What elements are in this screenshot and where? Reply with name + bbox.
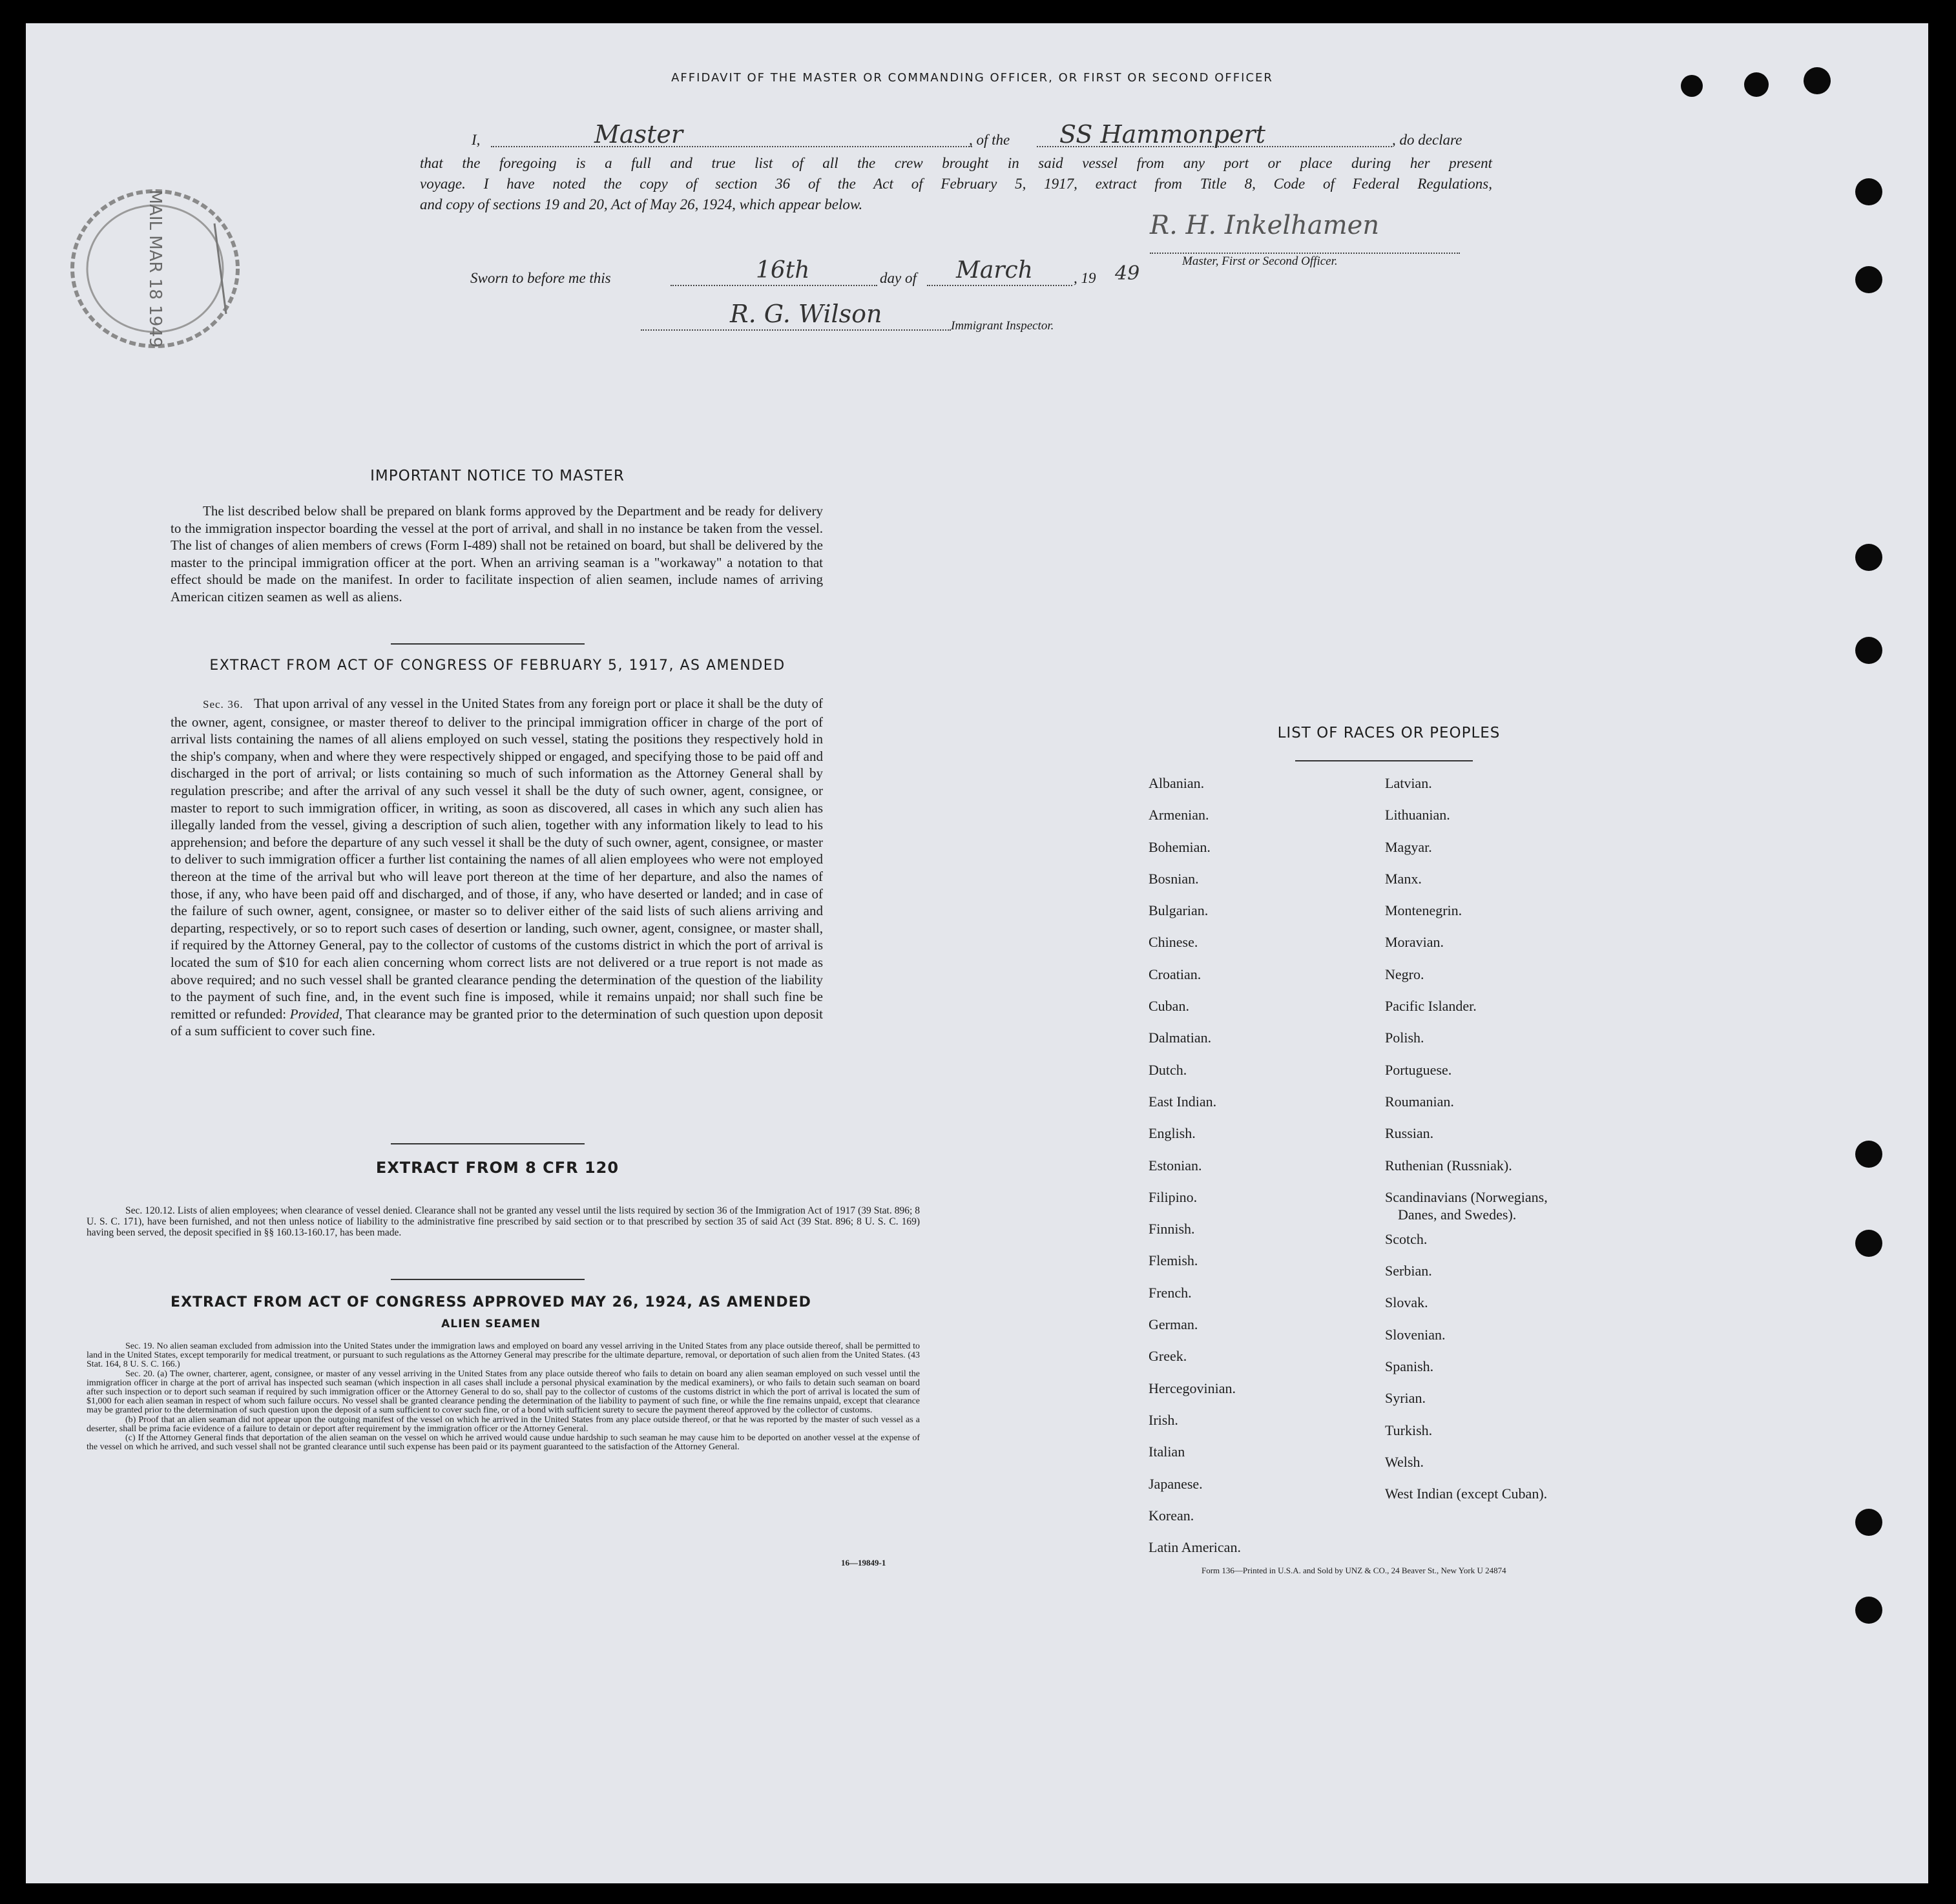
form-code: 16—19849-1 [841, 1558, 886, 1568]
races-underline [1295, 760, 1473, 761]
race-item-scandinavians [1385, 1181, 1548, 1223]
race-item: Welsh. [1385, 1453, 1424, 1470]
race-item: Latvian. [1385, 775, 1432, 791]
race-item: Turkish. [1385, 1422, 1433, 1438]
sec-19-text: Sec. 19. No alien seaman excluded from admission into the United States under the immigration laws and employed on board any vessel arriving in the United States from any place outside thereof, shall be permitted to land in the United States, except temporarily for medical treatment, or pursuant to such regulations as the Attorney General may prescribe for the ultimate departure, removal, or deportation of such alien from the United States. (43 Stat. 164, 8 U. S. C. 166.) [87, 1341, 920, 1370]
sec-20b-text: (b) Proof that an alien seaman did not appear upon the outgoing manifest of the vessel on which he arrived in the United States from any place outside thereof, or that he was reported by the master of such vessel as a deserter, shall be prima facie evidence of a failure to detain or deport after requirement by the immigration officer or the Attorney General. [87, 1414, 920, 1434]
sworn-month-handwritten: March [956, 257, 1033, 284]
divider-1 [391, 643, 585, 645]
race-item: Croatian. [1149, 966, 1202, 982]
race-item: French. [1149, 1284, 1192, 1301]
race-item: Portuguese. [1385, 1061, 1452, 1078]
race-item: Irish. [1149, 1411, 1178, 1428]
race-item: English. [1149, 1125, 1196, 1142]
race-item: Montenegrin. [1385, 902, 1462, 919]
race-item: Latin American. [1149, 1539, 1241, 1556]
race-item: Scandinavians (Norwegians, [1385, 1188, 1548, 1205]
sec-36-label: Sec. 36. [203, 698, 244, 710]
races-title: LIST OF RACES OR PEOPLES [1277, 725, 1501, 741]
race-item: Flemish. [1149, 1252, 1198, 1269]
race-item: Filipino. [1149, 1188, 1198, 1205]
inspector-line [641, 329, 951, 331]
race-item: West Indian (except Cuban). [1385, 1485, 1548, 1502]
race-item: Dalmatian. [1149, 1030, 1212, 1046]
of-the-label: , of the [969, 132, 1010, 148]
document-page [26, 23, 1928, 1883]
punch-hole-icon [1681, 75, 1703, 97]
race-item: Chinese. [1149, 934, 1198, 951]
punch-hole-icon [1855, 178, 1882, 205]
race-item: Polish. [1385, 1030, 1424, 1046]
declare-label: , do declare [1392, 132, 1462, 148]
race-item: Slovak. [1385, 1294, 1428, 1311]
race-item: Bulgarian. [1149, 902, 1209, 919]
race-item: Dutch. [1149, 1061, 1187, 1078]
sec-36-text: That upon arrival of any vessel in the United States from any foreign port or place it shall be the duty of the owner, agent, consignee, or master thereof to deliver to the principal immigration officer in charge of the port of arrival lists containing the names of all aliens employed on such vessel, stating the positions they respectively hold in the ship's company, when and where they were respectively shipped or engaged, and specifying those to be paid off and discharged in the port of arrival; or lists containing so much of such information as the Attorney General shall by regulation prescribe; and after the arrival of any such vessel it shall be the duty of such owner, agent, consignee, or master to report to such immigration officer, in writing, as soon as discovered, all cases in which any such alien has illegally landed from the vessel, giving a description of such alien, together with any information likely to lead to his apprehension; and before the departure of any such vessel it shall be the duty of such owner, agent, consignee, or master to deliver to such immigration officer a further list containing the names of all alien employees who were not employed thereon at the time of the arrival but who will leave port thereon at the time of her departure, and also the names of those, if any, who have been paid off and discharged, and of those, if any, who have deserted or landed; and in case of the failure of such owner, agent, consignee, or master so to deliver either of the said lists of such aliens arriving and departing, respectively, or so to report such cases of desertion or landing, such owner, agent, consignee, or master shall, if required by the Attorney General, pay to the collector of customs of the customs district in which the port of arrival is located the sum of $10 for each alien concerning whom correct lists are not delivered or a true report is not made as above required; and no such vessel shall be granted clearance pending the determination of the question of the liability to the payment of such fine, and, in the event such fine is imposed, while it remains unpaid; nor shall such fine be remitted or refunded: [171, 696, 824, 1022]
extract-1924-body [87, 1342, 920, 1452]
stamp-text: MAIL MAR 18 1949 [145, 189, 165, 348]
affidavit-line-4: and copy of sections 19 and 20, Act of May 26, 1924, which appear below. [420, 196, 863, 212]
vessel-handwritten: SS Hammonpert [1059, 120, 1265, 149]
inspector-caption: Immigrant Inspector. [951, 319, 1054, 333]
divider-2 [391, 1143, 585, 1144]
affidavit-title: AFFIDAVIT OF THE MASTER OR COMMANDING OFFICER, OR FIRST OR SECOND OFFICER [671, 71, 1273, 85]
cfr-title: EXTRACT FROM 8 CFR 120 [375, 1159, 619, 1177]
punch-hole-icon [1855, 266, 1882, 293]
divider-3 [391, 1279, 585, 1280]
day-of-label: day of [880, 270, 917, 286]
race-item: Finnish. [1149, 1221, 1195, 1237]
race-item: Italian [1149, 1444, 1185, 1460]
cfr-body: Sec. 120.12. Lists of alien employees; when clearance of vessel denied. Clearance shall not be granted any vessel until the lists required by section 36 of the Immigration Act of 1917 (39 Stat. 896; 8 U. S. C. 171), have been furnished, and not then unless notice of liability to the administrative fine prescribed by said section or to that prescribed by section 35 of said Act (39 Stat. 896; 8 U. S. C. 169) having been served, the deposit specified in §§ 160.13-160.17, has been made. [87, 1205, 920, 1238]
notice-body: The list described below shall be prepared on blank forms approved by the Department and be ready for delivery to the immigration inspector boarding the vessel at the port of arrival, and shall in no instance be taken from the vessel. The list of changes of alien members of crews (Form I-489) shall not be retained on board, but shall be delivered by the master to the principal immigration officer at the port. When an arriving seaman is a "workaway" a notation to that effect should be made on the manifest. In order to facilitate inspection of alien seamen, include names of arriving American citizen seamen as well as aliens. [171, 503, 823, 605]
affidavit-line-2: that the foregoing is a full and true list of all the crew brought in said vessel from any port or place during her present [420, 155, 1492, 171]
race-item: Spanish. [1385, 1358, 1434, 1375]
master-signature: R. H. Inkelhamen [1150, 211, 1380, 240]
race-item: Estonian. [1149, 1157, 1202, 1174]
printer-footer: Form 136—Printed in U.S.A. and Sold by UNZ & CO., 24 Beaver St., New York U 24874 [1202, 1566, 1506, 1575]
year-handwritten: 49 [1115, 262, 1140, 285]
race-item: Hercegovinian. [1149, 1380, 1236, 1396]
sworn-day-handwritten: 16th [756, 257, 810, 284]
race-item: Greek. [1149, 1348, 1187, 1365]
race-item: Lithuanian. [1385, 807, 1450, 823]
affidavit-line-3: voyage. I have noted the copy of section 36 of the Act of February 5, 1917, extract from Title 8, Code of Federal Regulations, [420, 176, 1492, 192]
sworn-label: Sworn to before me this [470, 270, 611, 286]
alien-seamen-subtitle: ALIEN SEAMEN [441, 1318, 541, 1330]
race-item: Russian. [1385, 1125, 1434, 1142]
race-item: Korean. [1149, 1507, 1194, 1524]
race-item: Cuban. [1149, 998, 1189, 1015]
race-item-continuation: Danes, and Swedes). [1398, 1206, 1517, 1223]
provided-word: Provided, [289, 1006, 343, 1022]
races-column-2 [1385, 767, 1548, 1510]
year-prefix: , 19 [1074, 270, 1096, 286]
race-item: German. [1149, 1316, 1198, 1333]
sec-20c-text: (c) If the Attorney General finds that deportation of the alien seaman on the vessel on which he arrived would cause undue hardship to such seaman he may cause him to be deported on another vessel at the expense of the vessel on which he arrived, and such vessel shall not be granted clearance until such expense has been paid or its payment guaranteed to the satisfaction of the Attorney General. [87, 1433, 920, 1453]
punch-hole-icon [1855, 544, 1882, 571]
race-item: Ruthenian (Russniak). [1385, 1157, 1512, 1174]
sec-20a-text: Sec. 20. (a) The owner, charterer, agent, consignee, or master of any vessel arriving in the United States from any place outside thereof who fails to detain on board any alien seaman employed on such vessel until the immigration officer in charge at the port of arrival has inspected such seaman (which inspection in all cases shall include a personal physical examination by the medical examiners), or who fails to detain such seaman on board after such inspection or to deport such seaman if required by such immigration officer or the Attorney General to do so, shall pay to the collector of customs of the customs district in which the port of arrival is located the sum of $1,000 for each alien seaman in respect of whom such failure occurs. No vessel shall be granted clearance pending the determination of the liability to payment of such fine, or while the fine remains unpaid, except that clearance may be granted prior to the determination of such question upon the deposit of a sum sufficient to cover such fine, or of a bond with sufficient surety to secure the payment thereof approved by the collector of customs. [87, 1369, 920, 1416]
race-item: Moravian. [1385, 934, 1444, 951]
race-item: Pacific Islander. [1385, 998, 1477, 1015]
extract-1917-title: EXTRACT FROM ACT OF CONGRESS OF FEBRUARY 5, 1917, AS AMENDED [209, 657, 786, 674]
inspector-signature: R. G. Wilson [730, 300, 882, 328]
race-item: Albanian. [1149, 775, 1205, 791]
race-item: Roumanian. [1385, 1093, 1454, 1110]
signature-caption: Master, First or Second Officer. [1182, 254, 1338, 268]
race-item: Bosnian. [1149, 870, 1199, 887]
punch-hole-icon [1804, 67, 1831, 94]
name-line [491, 146, 972, 147]
race-item: East Indian. [1149, 1093, 1217, 1110]
race-item: Japanese. [1149, 1475, 1203, 1492]
race-item: Magyar. [1385, 838, 1432, 855]
sec-36-tail: That clearance may be granted prior to the determination of such question upon deposit of a sum sufficient to cover such fine. [171, 1006, 824, 1039]
races-column-1 [1149, 767, 1241, 1563]
race-item: Syrian. [1385, 1390, 1426, 1407]
punch-hole-icon [1855, 637, 1882, 664]
punch-hole-icon [1744, 72, 1769, 97]
punch-hole-icon [1855, 1597, 1882, 1624]
affidavit-i-label: I, [472, 132, 481, 148]
extract-1917-body [171, 695, 823, 1040]
extract-1924-title: EXTRACT FROM ACT OF CONGRESS APPROVED MAY 26, 1924, AS AMENDED [171, 1294, 811, 1310]
race-item: Manx. [1385, 870, 1422, 887]
sworn-month-line [927, 285, 1072, 286]
punch-hole-icon [1855, 1141, 1882, 1168]
punch-hole-icon [1855, 1509, 1882, 1536]
race-item: Serbian. [1385, 1263, 1432, 1279]
race-item: Bohemian. [1149, 838, 1211, 855]
sworn-day-line [671, 285, 877, 286]
immigration-stamp [65, 185, 245, 353]
signature-line [1150, 253, 1460, 254]
race-item: Armenian. [1149, 807, 1209, 823]
race-item: Negro. [1385, 966, 1424, 982]
race-item: Slovenian. [1385, 1326, 1446, 1343]
notice-title: IMPORTANT NOTICE TO MASTER [370, 468, 625, 484]
race-item: Scotch. [1385, 1230, 1428, 1247]
punch-hole-icon [1855, 1230, 1882, 1257]
name-handwritten: Master [594, 120, 683, 149]
